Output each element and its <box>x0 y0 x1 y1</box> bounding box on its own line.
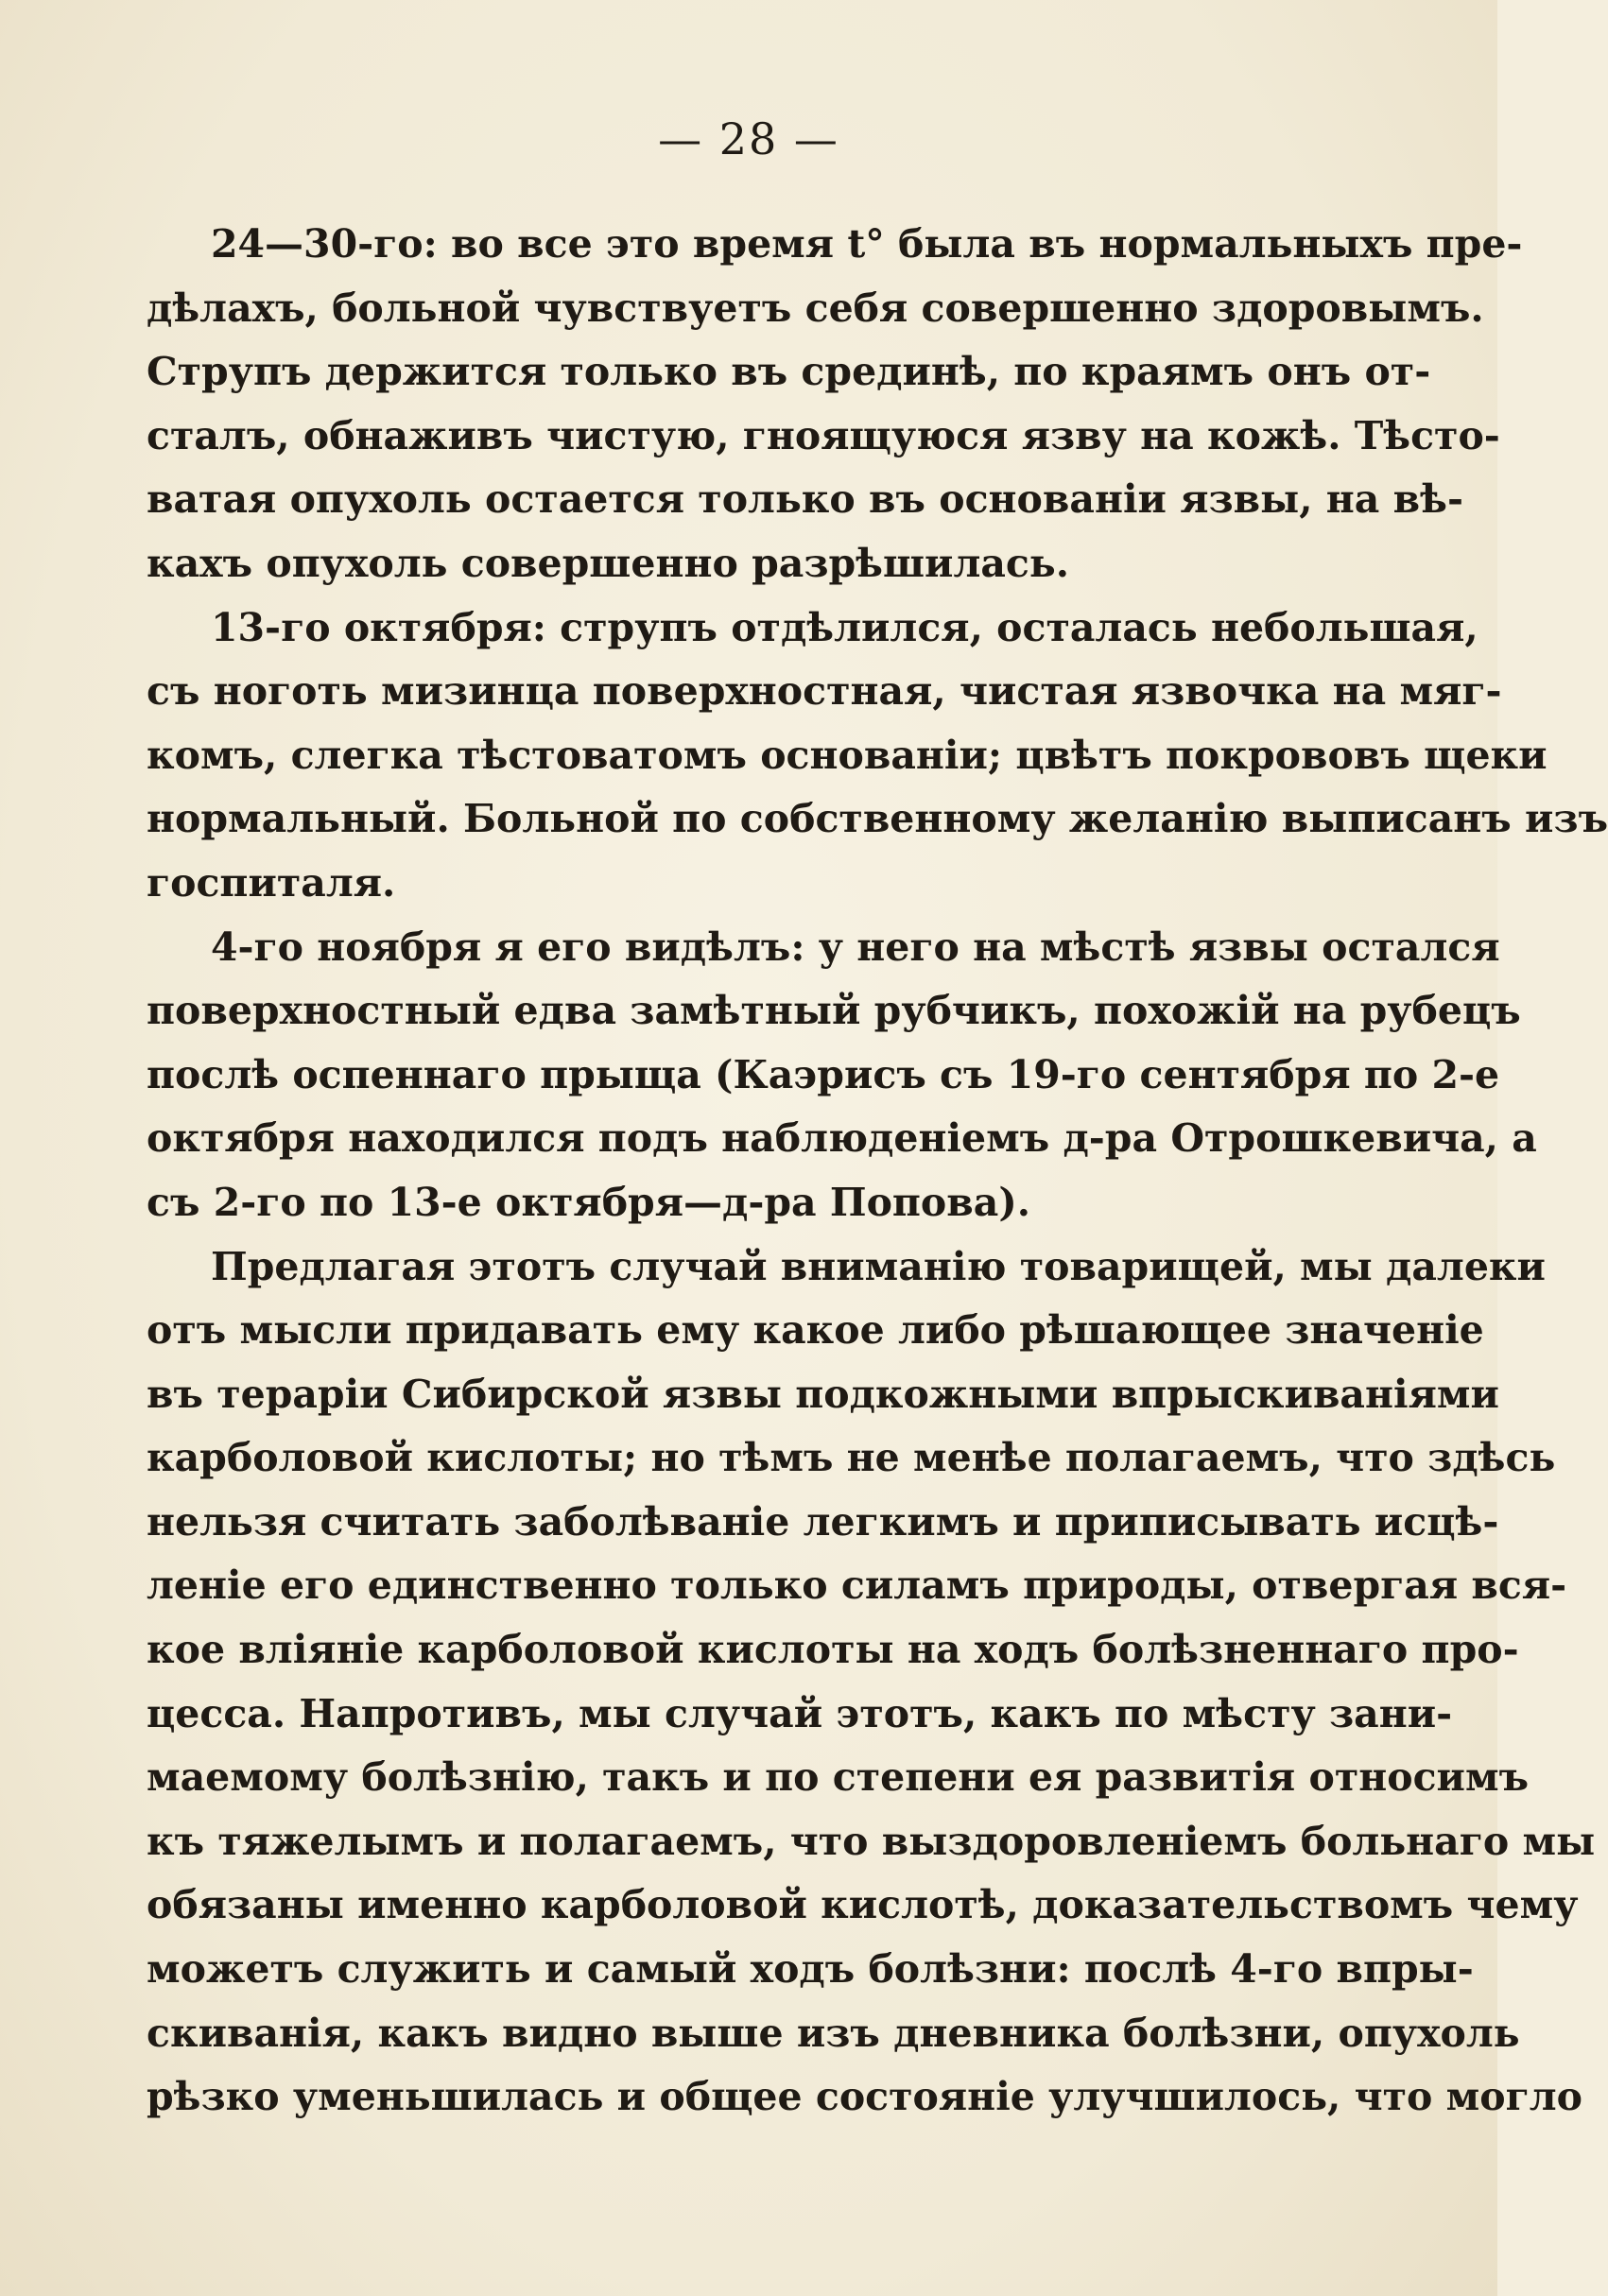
text-line: Струпъ держится только въ срединѣ, по краямъ онъ от- <box>147 349 1431 395</box>
text-line: поверхностный едва замѣтный рубчикъ, похожій на рубецъ <box>147 988 1521 1034</box>
text-line: съ ноготь мизинца поверхностная, чистая язвочка на мяг- <box>147 668 1502 715</box>
text-line: октября находился подъ наблюденіемъ д-ра Отрошкевича, а <box>147 1115 1537 1162</box>
text-line: отъ мысли придавать ему какое либо рѣшающее значеніе <box>147 1307 1484 1354</box>
text-line: госпиталя. <box>147 859 396 906</box>
text-line: скиванія, какъ видно выше изъ дневника болѣзни, опухоль <box>147 2010 1520 2056</box>
text-line: нельзя считать заболѣваніе легкимъ и приписывать исцѣ- <box>147 1498 1499 1545</box>
text-line: нормальный. Больной по собственному желанію выписанъ изъ <box>147 796 1608 842</box>
text-line: послѣ оспеннаго прыща (Каэрисъ съ 19-го сентября по 2-е <box>147 1051 1500 1097</box>
text-line: кое вліяніе карболовой кислоты на ходъ болѣзненнаго про- <box>147 1627 1519 1673</box>
text-line: обязаны именно карболовой кислотѣ, доказательствомъ чему <box>147 1882 1579 1928</box>
paragraph <box>147 916 1537 1235</box>
text-line: къ тяжелымъ и полагаемъ, что выздоровленіемъ больнаго мы <box>147 1818 1596 1864</box>
text-line: 24—30-го: во все это время t° была въ нормальныхъ пре- <box>211 221 1523 267</box>
text-line: съ 2-го по 13-е октября—д-ра Попова). <box>147 1179 1030 1225</box>
text-line: дѣлахъ, больной чувствуетъ себя совершенно здоровымъ. <box>147 285 1484 331</box>
text-line: цесса. Напротивъ, мы случай этотъ, какъ по мѣсту зани- <box>147 1690 1453 1736</box>
text-line: кахъ опухоль совершенно разрѣшилась. <box>147 540 1069 586</box>
paragraph <box>147 213 1523 596</box>
text-line: 4-го ноября я его видѣлъ: у него на мѣстѣ язвы остался <box>211 924 1500 970</box>
text-line: Предлагая этотъ случай вниманію товарищей, мы далеки <box>211 1243 1546 1289</box>
body-text <box>147 213 1608 2130</box>
text-line: маемому болѣзнію, такъ и по степени ея развитія относимъ <box>147 1754 1530 1801</box>
text-line: ватая опухоль остается только въ основаніи язвы, на вѣ- <box>147 476 1463 523</box>
paragraph <box>147 1235 1596 2130</box>
text-line: сталъ, обнаживъ чистую, гноящуюся язву на кожѣ. Тѣсто- <box>147 412 1500 458</box>
text-line: карболовой кислоты; но тѣмъ не менѣе полагаемъ, что здѣсь <box>147 1435 1556 1481</box>
page-number: — 28 — <box>658 113 839 164</box>
text-line: леніе его единственно только силамъ природы, отвергая вся- <box>147 1562 1567 1609</box>
text-line: можетъ служить и самый ходъ болѣзни: послѣ 4-го впры- <box>147 1946 1474 1993</box>
text-line: въ тераріи Сибирской язвы подкожными впрыскиваніями <box>147 1371 1499 1417</box>
text-line: рѣзко уменьшилась и общее состояніе улучшилось, что могло <box>147 2074 1582 2120</box>
text-line: комъ, слегка тѣстоватомъ основаніи; цвѣтъ покрововъ щеки <box>147 732 1547 778</box>
paragraph <box>147 596 1608 916</box>
text-line: 13-го октября: струпъ отдѣлился, осталась небольшая, <box>211 604 1478 650</box>
